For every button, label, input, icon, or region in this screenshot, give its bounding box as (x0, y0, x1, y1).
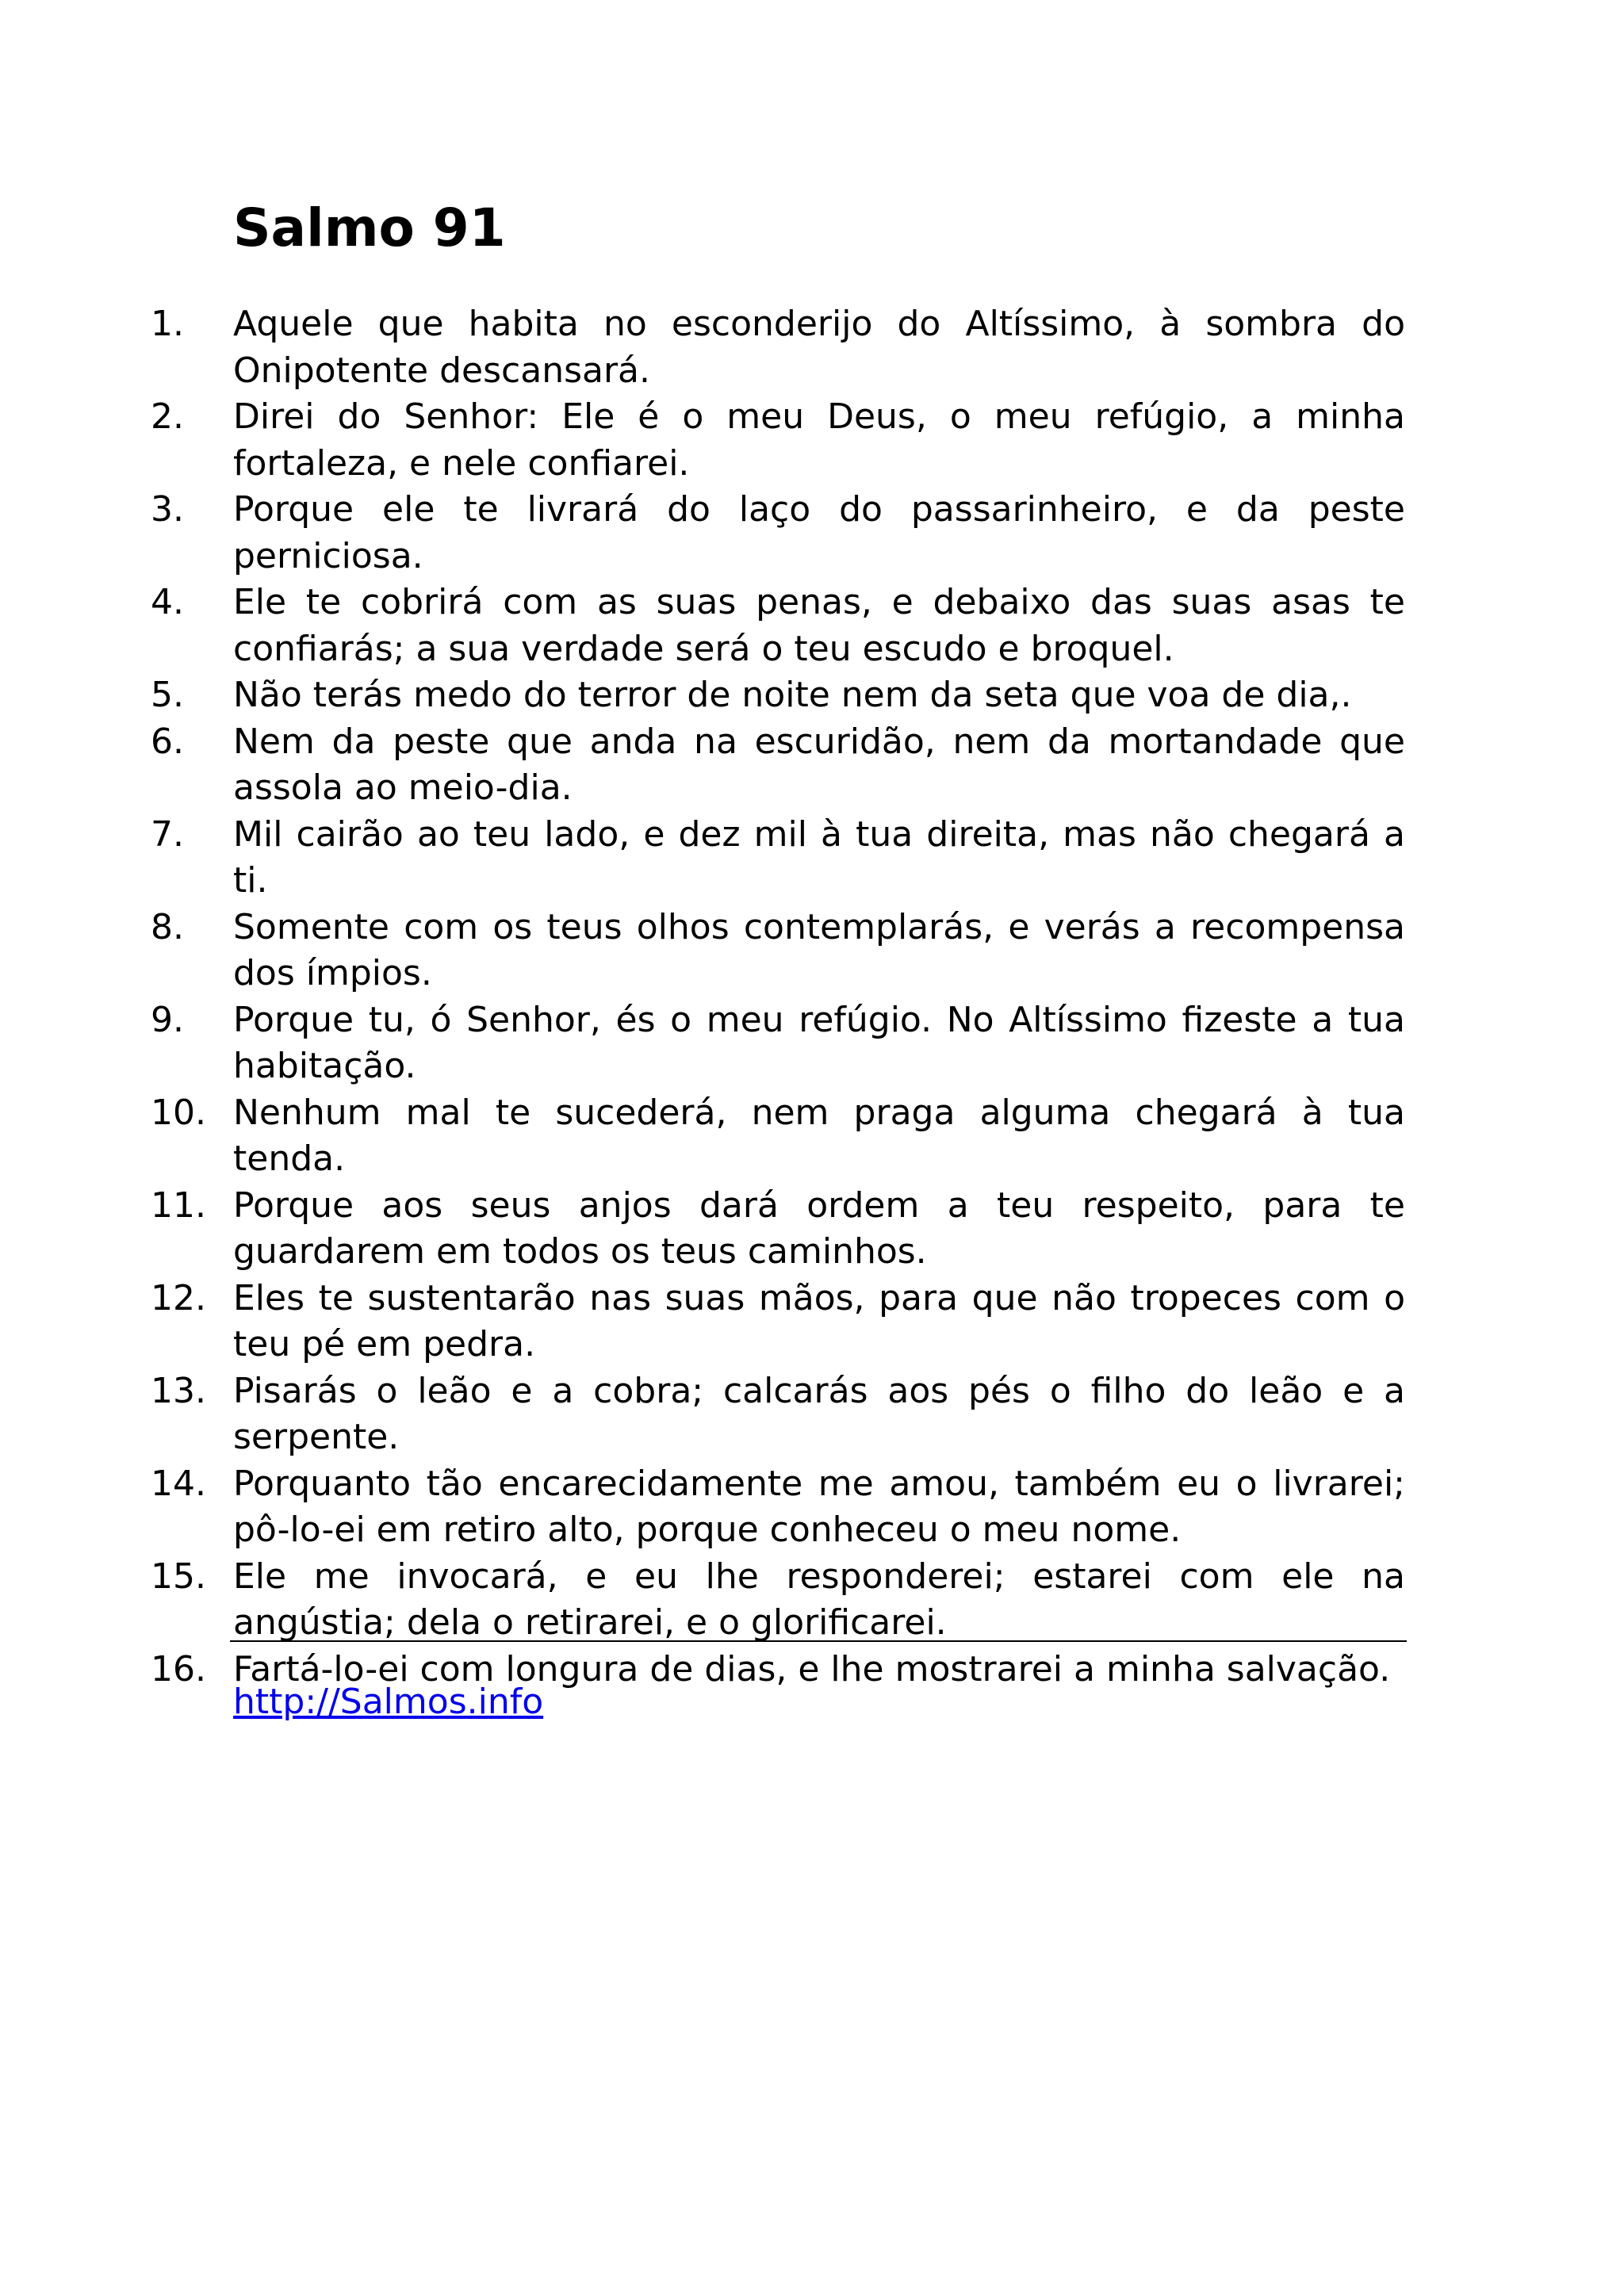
verse-number: 9. (151, 999, 184, 1040)
verse-number: 13. (151, 1370, 206, 1411)
verse-item (151, 719, 1405, 812)
verse-text: Não terás medo do terror de noite nem da seta que voa de dia,. (233, 675, 1352, 715)
verse-item (151, 487, 1405, 580)
verse-item (151, 672, 1405, 719)
verse-number: 1. (151, 304, 184, 344)
verse-text: Somente com os teus olhos contemplarás, e verás a recompensa dos ímpios. (233, 906, 1405, 993)
verse-text: Eles te sustentarão nas suas mãos, para que não tropeces com o teu pé em pedra. (233, 1277, 1405, 1364)
verse-number: 2. (151, 396, 184, 437)
verse-number: 14. (151, 1463, 206, 1504)
verse-item (151, 1368, 1405, 1461)
verse-item (151, 1276, 1405, 1368)
verse-text: Ele te cobrirá com as suas penas, e debaixo das suas asas te confiarás; a sua verdade será o teu escudo e broquel. (233, 582, 1405, 669)
verse-item (151, 394, 1405, 487)
verse-number: 11. (151, 1184, 206, 1226)
verse-text: Nem da peste que anda na escuridão, nem da mortandade que assola ao meio-dia. (233, 721, 1405, 808)
footer-divider (230, 1640, 1407, 1642)
verse-text: Porquanto tão encarecidamente me amou, também eu o livrarei; pô-lo-ei em retiro alto, porque conheceu o meu nome. (233, 1463, 1405, 1550)
verse-number: 3. (151, 489, 184, 530)
verse-item (151, 812, 1405, 905)
verse-item (151, 1461, 1405, 1554)
verse-text: Nenhum mal te sucederá, nem praga alguma chegará à tua tenda. (233, 1092, 1405, 1179)
verse-text: Porque tu, ó Senhor, és o meu refúgio. No Altíssimo fizeste a tua habitação. (233, 999, 1405, 1086)
verse-text: Porque aos seus anjos dará ordem a teu respeito, para te guardarem em todos os teus caminhos. (233, 1184, 1405, 1272)
footer-link[interactable]: http://Salmos.info (233, 1682, 544, 1722)
verse-number: 10. (151, 1092, 206, 1133)
verse-number: 5. (151, 675, 184, 715)
verse-text: Direi do Senhor: Ele é o meu Deus, o meu refúgio, a minha fortaleza, e nele confiarei. (233, 396, 1405, 484)
verse-text: Fartá-lo-ei com longura de dias, e lhe mostrarei a minha salvação. (233, 1648, 1391, 1689)
verse-item (151, 905, 1405, 997)
verse-item (151, 997, 1405, 1090)
verse-text: Ele me invocará, e eu lhe responderei; estarei com ele na angústia; dela o retirarei, e o glorificarei. (233, 1556, 1405, 1643)
verse-item (151, 301, 1405, 394)
verse-number: 4. (151, 582, 184, 622)
verse-number: 8. (151, 906, 184, 947)
verse-number: 7. (151, 813, 184, 855)
verse-text: Porque ele te livrará do laço do passarinheiro, e da peste perniciosa. (233, 489, 1405, 576)
verse-text: Mil cairão ao teu lado, e dez mil à tua direita, mas não chegará a ti. (233, 813, 1405, 901)
verse-number: 16. (151, 1648, 206, 1689)
page-title: Salmo 91 (233, 197, 506, 258)
verse-item (151, 580, 1405, 672)
verse-list (151, 301, 1405, 1693)
verse-number: 12. (151, 1277, 206, 1318)
verse-item (151, 1554, 1405, 1647)
verse-item (151, 1183, 1405, 1276)
verse-number: 15. (151, 1556, 206, 1597)
verse-text: Pisarás o leão e a cobra; calcarás aos pés o filho do leão e a serpente. (233, 1370, 1405, 1457)
verse-text: Aquele que habita no esconderijo do Altíssimo, à sombra do Onipotente descansará. (233, 304, 1405, 391)
verse-number: 6. (151, 721, 184, 762)
verse-item (151, 1090, 1405, 1183)
